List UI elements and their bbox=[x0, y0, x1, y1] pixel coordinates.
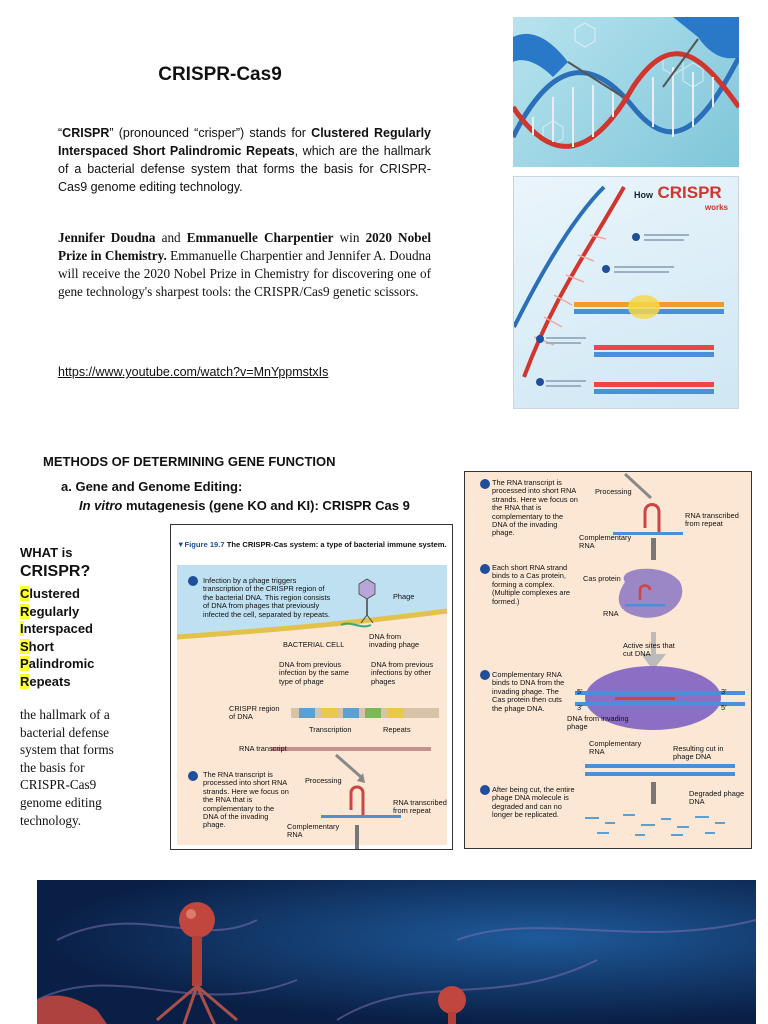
nobel-and: and bbox=[155, 230, 187, 245]
acronym-letter: R bbox=[20, 673, 30, 689]
fig2-resulting-cut-label: Resulting cut in phage DNA bbox=[673, 744, 724, 762]
how-label: How bbox=[634, 190, 653, 200]
acronym-item bbox=[20, 655, 94, 673]
fig1-complementary-rna-label: Complementary RNA bbox=[287, 822, 340, 840]
acronym-word: lustered bbox=[29, 586, 80, 601]
acronym-word: nterspaced bbox=[23, 621, 93, 636]
fig2-five-prime-left: 5' bbox=[577, 687, 583, 696]
fig1-processing-label: Processing bbox=[305, 776, 342, 785]
fig2-step5-text: After being cut, the entire phage DNA molecule is degraded and can no longer be replicated. bbox=[492, 785, 575, 820]
nobel-name-charpentier: Emmanuelle Charpentier bbox=[186, 230, 334, 245]
nobel-rest: Emmanuelle Charpentier and Jennifer A. Doudna will receive the 2020 Nobel Prize in Chemistry for discovering one of gene technology's sharpest tools: the CRISPR/Cas9 genetic scissors. bbox=[58, 248, 431, 299]
fig1-rna-from-repeat-label: RNA transcribed from repeat bbox=[393, 798, 447, 816]
fig1-repeats-label: Repeats bbox=[383, 725, 411, 734]
hallmark-text: the hallmark of a bacterial defense system that forms the basis for CRISPR-Cas9 genome editing technology. bbox=[20, 707, 114, 828]
figure-19-7-panel-2 bbox=[464, 471, 752, 849]
acronym-item bbox=[20, 638, 94, 656]
fig1-bacterial-cell-label: BACTERIAL CELL bbox=[283, 640, 345, 649]
fig2-complementary-rna2-label: Complementary RNA bbox=[589, 739, 642, 757]
methods-heading: METHODS OF DETERMINING GENE FUNCTION bbox=[43, 454, 336, 469]
invitro-italic: In vitro bbox=[79, 498, 123, 513]
nobel-win: win bbox=[333, 230, 366, 245]
fig2-dna-invading-label: DNA from invading phage bbox=[567, 714, 629, 732]
bacteriophage-banner-image bbox=[37, 880, 756, 1024]
works-label: works bbox=[704, 203, 728, 212]
acronym-letter: R bbox=[20, 603, 30, 619]
acronym-item bbox=[20, 585, 94, 603]
fig2-degraded-label: Degraded phage DNA bbox=[689, 789, 745, 807]
fig2-step4-text: Complementary RNA binds to DNA from the invading phage. The Cas protein then cuts the phage DNA. bbox=[492, 670, 565, 713]
nobel-paragraph bbox=[58, 229, 431, 301]
acronym-letter: S bbox=[20, 638, 29, 654]
dna-scissors-image bbox=[513, 17, 739, 167]
fig2-processing-label: Processing bbox=[595, 487, 632, 496]
fig1-phage-label: Phage bbox=[393, 592, 415, 601]
acronym-letter: C bbox=[20, 586, 30, 601]
acronym-item bbox=[20, 673, 94, 691]
fig2-cas-protein-label: Cas protein bbox=[583, 574, 621, 583]
fig2-rna-label: RNA bbox=[603, 609, 619, 618]
acronym-letter: I bbox=[20, 621, 24, 636]
acronym-letter: P bbox=[20, 656, 29, 671]
fig2-rna-from-repeat-label: RNA transcribed from repeat bbox=[685, 511, 739, 529]
page-title: CRISPR-Cas9 bbox=[158, 64, 282, 85]
how-crispr-heading bbox=[634, 183, 734, 212]
fig2-three-prime-left: 3' bbox=[577, 703, 583, 712]
bacteriophage-illustration bbox=[37, 880, 756, 1024]
nobel-prize: 2020 Nobel Prize in Chemistry. bbox=[58, 230, 432, 263]
figure-19-7-panel-1 bbox=[170, 524, 453, 850]
acronym-word: egularly bbox=[29, 603, 80, 619]
fig2-step3-text: Each short RNA strand binds to a Cas protein, forming a complex. (Multiple complexes are formed.) bbox=[492, 563, 571, 606]
acronym-item bbox=[20, 620, 94, 638]
intro-middle: ” (pronounced “crisper”) stands for bbox=[109, 126, 312, 140]
acronym-word: hort bbox=[28, 638, 54, 654]
fig2-three-prime-right: 3' bbox=[721, 687, 727, 696]
fig1-rna-transcript-label: RNA transcript bbox=[239, 744, 287, 753]
crispr-question: CRISPR? bbox=[20, 563, 91, 580]
crispr-acronym-list bbox=[20, 585, 94, 690]
intro-paragraph bbox=[58, 124, 431, 196]
fig1-dna-prev-other-label: DNA from previous infections by other phages bbox=[371, 660, 434, 686]
invitro-line bbox=[79, 498, 410, 513]
intro-full-name: Clustered Regularly Interspaced Short Palindromic Repeats bbox=[58, 126, 431, 158]
what-is-label: WHAT is bbox=[20, 545, 73, 560]
fig1-dna-invading-label: DNA from invading phage bbox=[369, 632, 420, 650]
intro-quote-open: “ bbox=[58, 126, 63, 140]
fig1-step2-text: The RNA transcript is processed into short RNA strands. Here we focus on the RNA that is complementary to the DNA of the invading phage. bbox=[203, 770, 289, 830]
fig1-dna-prev-same-label: DNA from previous infection by the same type of phage bbox=[279, 660, 349, 686]
crispr-label: CRISPR bbox=[657, 183, 722, 202]
nobel-name-doudna: Jennifer Doudna bbox=[58, 230, 156, 245]
how-crispr-works-image bbox=[513, 176, 739, 409]
invitro-rest: mutagenesis (gene KO and KI): CRISPR Cas 9 bbox=[122, 498, 410, 513]
youtube-link[interactable]: https://www.youtube.com/watch?v=MnYppmstxIs bbox=[58, 365, 329, 379]
acronym-word: alindromic bbox=[28, 656, 95, 671]
fig1-step1-text: Infection by a phage triggers transcription of the CRISPR region of the bacterial DNA. This region consists of DNA from phages that previously infected the cell, separated by repeats. bbox=[203, 576, 331, 619]
fig2-step2-text: The RNA transcript is processed into short RNA strands. Here we focus on the RNA that is complementary to the DNA of the invading phage. bbox=[492, 478, 578, 538]
intro-rest: , which are the hallmark of a bacterial defense system that forms the basis for CRISPR-Cas9 genome editing technology. bbox=[58, 144, 431, 194]
figure-label: ▼Figure 19.7 bbox=[177, 540, 225, 549]
fig1-transcription-label: Transcription bbox=[309, 725, 352, 734]
fig2-complementary-rna-label: Complementary RNA bbox=[579, 533, 632, 551]
fig2-active-sites-label: Active sites that cut DNA bbox=[623, 641, 675, 659]
intro-crispr-term: CRISPR bbox=[62, 126, 110, 140]
figure-caption-text: The CRISPR-Cas system: a type of bacterial immune system. bbox=[226, 540, 447, 549]
acronym-word: epeats bbox=[29, 673, 71, 689]
gene-editing-subheading: a. Gene and Genome Editing: bbox=[61, 479, 243, 494]
acronym-item bbox=[20, 603, 94, 621]
fig1-crispr-region-label: CRISPR region of DNA bbox=[229, 704, 280, 722]
fig2-five-prime-right: 5' bbox=[721, 703, 727, 712]
dna-scissors-illustration bbox=[513, 17, 739, 167]
